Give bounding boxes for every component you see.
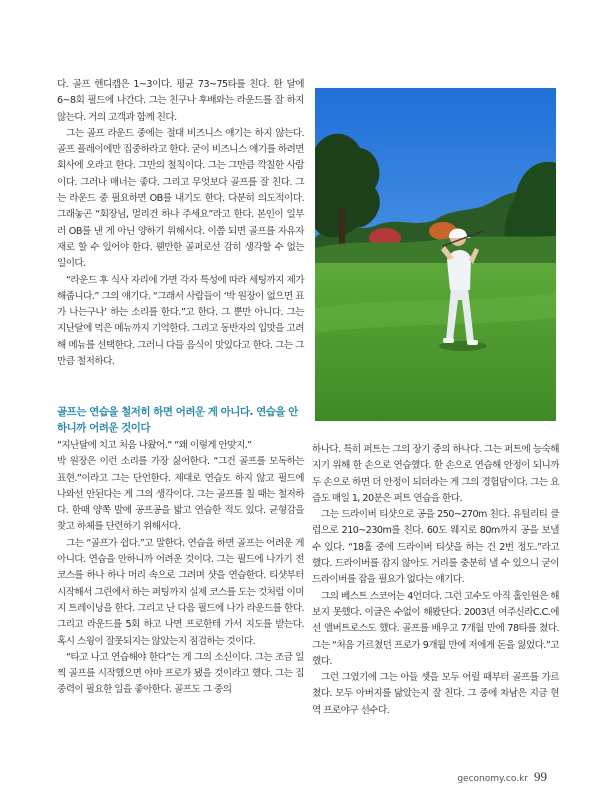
section-heading: 골프는 연습을 철저히 하면 어려운 게 아니다. 연습을 안하니까 어려운 것이다 [57,406,298,434]
golfer-photo [315,88,556,421]
paragraph: 그는 드라이버 티샷으로 공을 250~270m 친다. 유틸리티 클럽으로 210~230m를 친다. 60도 웨지로 80m까지 공을 보낼 수 있다. “18홀 중에 드라이버 티샷을 하는 건 2번 정도.”라고 했다. 드라이버를 잡지 않아도 거리를 충분히 낼 수 있으니 굳이 드라이버를 잡을 필요가 없다는 얘기다. [312,509,559,586]
page-footer [457,769,547,785]
page-number: 99 [534,769,547,784]
footer-site-url: geconomy.co.kr [457,774,528,784]
article-column-right [312,442,559,719]
paragraph: “지난달에 치고 처음 나왔어.” “왜 이렇게 안맞지.” [57,440,252,451]
article-column-left-top [57,77,304,370]
paragraph: “라운드 후 식사 자리에 가면 각자 특성에 따라 세팅까지 제가 해줍니다.” 그의 얘기다. “그래서 사람들이 ‘박 원장이 없으면 표가 나는구나’ 하는 소리를 한다.”고 한다. 그 뿐만 아니다. 그는 지난달에 먹은 메뉴까지 기억한다. 그리고 동반자의 입맛을 고려해 메뉴를 선택한다. 그러니 다들 음식이 맛있다고 한다. 그는 그만큼 철저하다. [57,274,304,368]
paragraph: 그의 베스트 스코어는 4언더다. 그런 고수도 아직 홀인원은 해보지 못했다. 이글은 수없이 해봤단다. 2003년 여주신라C.C.에선 앨버트로스도 했다. 골프를 배우고 7개월 만에 78타를 쳤다. 그는 “처음 가르쳤던 프로가 9개월 만에 저에게 돈을 잃었다.”고 했다. [312,590,559,667]
article-column-left-bottom [57,438,304,699]
paragraph: 그런 그였기에 그는 아들 셋을 모두 어릴 때부터 골프를 가르쳤다. 모두 아버지를 닮았는지 잘 친다. 그 중에 차남은 지금 현역 프로야구 선수다. [312,672,559,716]
paragraph: “타고 나고 연습해야 한다”는 게 그의 소신이다. 그는 조금 일찍 골프를 시작했으면 아마 프로가 됐을 것이라고 했다. 그는 집중력이 필요한 일을 좋아한다. 골프도 그 중의 [57,651,304,696]
paragraph: 하나다. 특히 퍼트는 그의 장기 중의 하나다. 그는 퍼트에 능숙해지기 위해 한 손으로 연습했다. 한 손으로 연습해 안정이 되니까 두 손으로 하면 더 안정이 되더라는 게 그의 경험담이다. 그는 요즘도 매일 1, 20분은 퍼트 연습을 한다. [312,444,559,504]
paragraph: 다. 골프 핸디캡은 1~3이다. 평균 73~75타를 친다. 한 달에 6~8회 필드에 나간다. 그는 친구나 후배와는 라운드를 잘 하지 않는다. 거의 고객과 함께 친다. [57,79,304,123]
paragraph: 그는 “골프가 쉽다.”고 말한다. 연습을 하면 골프는 어려운 게 아니다. 연습을 안하니까 어려운 것이다. 그는 필드에 나가기 전 코스를 하나 하나 머리 속으로 그려며 샷을 연습한다. 티샷부터 시작해서 그린에서 하는 퍼팅까지 실제 코스를 도는 것처럼 이미지 트레이닝을 한다. 그리고 난 다음 필드에 나가 라운드를 한다. 그리고 라운드를 5회 하고 나면 프로한테 가서 지도를 받는다. 혹시 스윙이 잘못되지는 않았는지 점검하는 것이다. [57,537,304,647]
paragraph: 박 원장은 이런 소리를 가장 싫어한다. “그건 골프를 모독하는 표현.”이라고 그는 단언한다. 제대로 연습도 하지 않고 필드에 나와선 안된다는 게 그의 생각이다. 그는 골프를 칠 때는 철저하다. 한때 양쪽 발에 공프공을 밟고 연습한 적도 있다. 균형감을 찾고 하체를 단련하기 위해서다. [57,456,304,533]
paragraph: 그는 골프 라운드 중에는 절대 비즈니스 얘기는 하지 않는다. 골프 플레이에만 집중하라고 한다. 굳이 비즈니스 얘기를 하려면 회사에 오라고 한다. 그만의 철칙이다. 그는 그만큼 깍칠한 사람이다. 그러나 매너는 좋다. 그리고 무엇보다 골프를 잘 친다. 그는 라운드 중 필요하면 OB를 내기도 한다. 다분히 의도적이다. 그래놓곤 “회장님, 멀리건 하나 주세요”라고 한다. 본인이 일부러 OB를 낸 게 아닌 양하기 위해서다. 이쯤 되면 골프를 자유자재로 할 수 있어야 한다. 웬만한 골퍼로선 감히 생각할 수 없는 일이다. [57,127,304,270]
